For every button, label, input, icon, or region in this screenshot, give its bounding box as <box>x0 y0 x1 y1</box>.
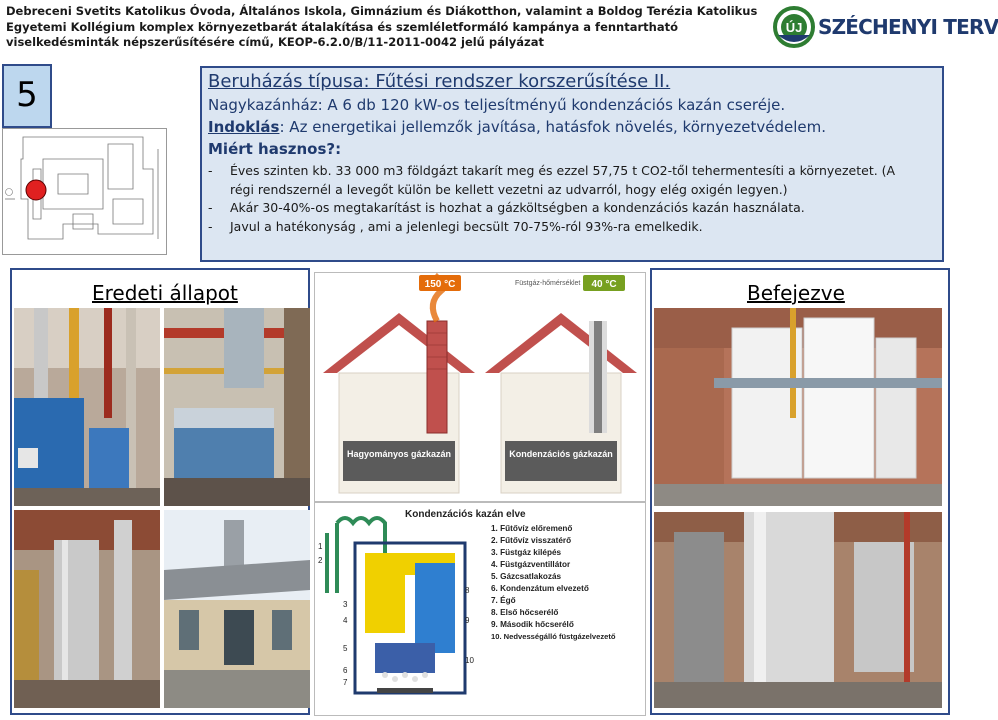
benefit-text: Éves szinten kb. 33 000 m3 földgázt takarít meg és ezzel 57,75 t CO2-től tehermentesíti a környezetet. (A <box>230 163 896 178</box>
legend-item: 9. Második hőcserélő <box>491 620 574 629</box>
diagram-number: 2 <box>318 556 323 565</box>
logo-text: SZÉCHENYI TERV <box>818 15 998 39</box>
legend-item: 1. Fűtővíz előremenő <box>491 524 573 533</box>
legend-item: 3. Füstgáz kilépés <box>491 548 562 557</box>
benefit-item: - Éves szinten kb. 33 000 m3 földgázt takarít meg és ezzel 57,75 t CO2-től tehermentesíti a környezetet. (A <box>208 163 896 178</box>
diagram-number: 10 <box>465 656 474 665</box>
benefit-list <box>208 162 936 236</box>
photo-new-boilers <box>654 308 942 506</box>
legend-item: 6. Kondenzátum elvezető <box>491 584 589 593</box>
logo-badge-text: ÚJ <box>785 20 803 35</box>
diagram-number: 6 <box>343 666 348 675</box>
legend-item: 4. Füstgázventillátor <box>491 560 571 569</box>
traditional-boiler-label: Hagyományos gázkazán <box>346 449 452 459</box>
diagram-number: 8 <box>465 586 470 595</box>
uj-badge-icon <box>772 5 816 49</box>
location-marker-icon <box>26 180 46 200</box>
diagram-number: 4 <box>343 616 348 625</box>
photo-old-boiler-room <box>164 308 310 506</box>
justification-line <box>208 116 936 138</box>
benefit-text: Javul a hatékonyság , ami a jelenlegi becsült 70-75%-ról 93%-ra emelkedik. <box>230 218 703 234</box>
diagram-number: 5 <box>343 644 348 653</box>
before-title: Eredeti állapot <box>92 281 238 305</box>
photo-old-flue <box>14 510 160 708</box>
photo-new-flue <box>654 512 942 708</box>
flue-temp-caption: Füstgáz-hőmérséklet <box>515 280 581 287</box>
item-number: 5 <box>16 75 38 115</box>
legend-item: 2. Fűtővíz visszatérő <box>491 536 572 545</box>
condensing-principle-diagram <box>314 502 646 716</box>
photo-old-boilers <box>14 308 160 506</box>
legend-item: 7. Égő <box>491 596 516 605</box>
benefit-text: Akár 30-40%-os megtakarítást is hozhat a gázköltségben a kondenzációs kazán használata. <box>230 200 805 215</box>
photo-old-chimney <box>164 510 310 708</box>
justification-text: : Az energetikai jellemzők javítása, hatásfok növelés, környezetvédelem. <box>279 118 827 136</box>
diagram-number: 7 <box>343 678 348 687</box>
investment-type-title: Beruházás típusa: Fűtési rendszer korszerűsítése II. <box>208 71 671 92</box>
info-panel <box>200 66 944 262</box>
legend-item: 8. Első hőcserélő <box>491 608 559 617</box>
diagram-number: 1 <box>318 542 323 551</box>
site-map <box>2 128 167 255</box>
principle-title: Kondenzációs kazán elve <box>405 509 526 520</box>
description-line: Nagykazánház: A 6 db 120 kW-os teljesítményű kondenzációs kazán cseréje. <box>208 96 786 114</box>
benefit-item: - Javul a hatékonyság , ami a jelenlegi becsült 70-75%-ról 93%-ra emelkedik. <box>208 218 703 234</box>
benefit-item: - Akár 30-40%-os megtakarítást is hozhat a gázköltségben a kondenzációs kazán használata. <box>208 200 805 215</box>
legend-item: 5. Gázcsatlakozás <box>491 572 562 581</box>
benefit-item-continued: régi rendszernél a levegőt külön be kellett vezetni az udvarról, hogy elég oxigén legyen.) <box>230 181 788 197</box>
condensing-boiler-label: Kondenzációs gázkazán <box>509 449 613 459</box>
justification-label: Indoklás <box>208 118 280 136</box>
temp-right-label: 40 °C <box>591 279 617 290</box>
legend-item: 10. Nedvességálló füstgázelvezető <box>491 632 616 641</box>
diagram-number: 3 <box>343 600 348 609</box>
why-useful-label: Miért hasznos?: <box>208 140 342 158</box>
project-header: Debreceni Svetits Katolikus Óvoda, Általános Iskola, Gimnázium és Diákotthon, valamint a Boldog Terézia Katolikus Egyetemi Kollégium komplex környezetbarát átalakítása és szemléletformáló kampánya a fenntartható viselkedésminták népszerűsítésére című, KEOP-6.2.0/B/11-2011-0042 jelű pályázat <box>6 4 758 49</box>
szechenyi-terv-logo <box>768 2 998 52</box>
item-number-box <box>2 64 52 128</box>
temp-left-label: 150 °C <box>424 279 456 290</box>
after-title: Befejezve <box>747 281 845 305</box>
diagram-number: 9 <box>465 616 470 625</box>
boiler-comparison-diagram <box>314 272 646 502</box>
